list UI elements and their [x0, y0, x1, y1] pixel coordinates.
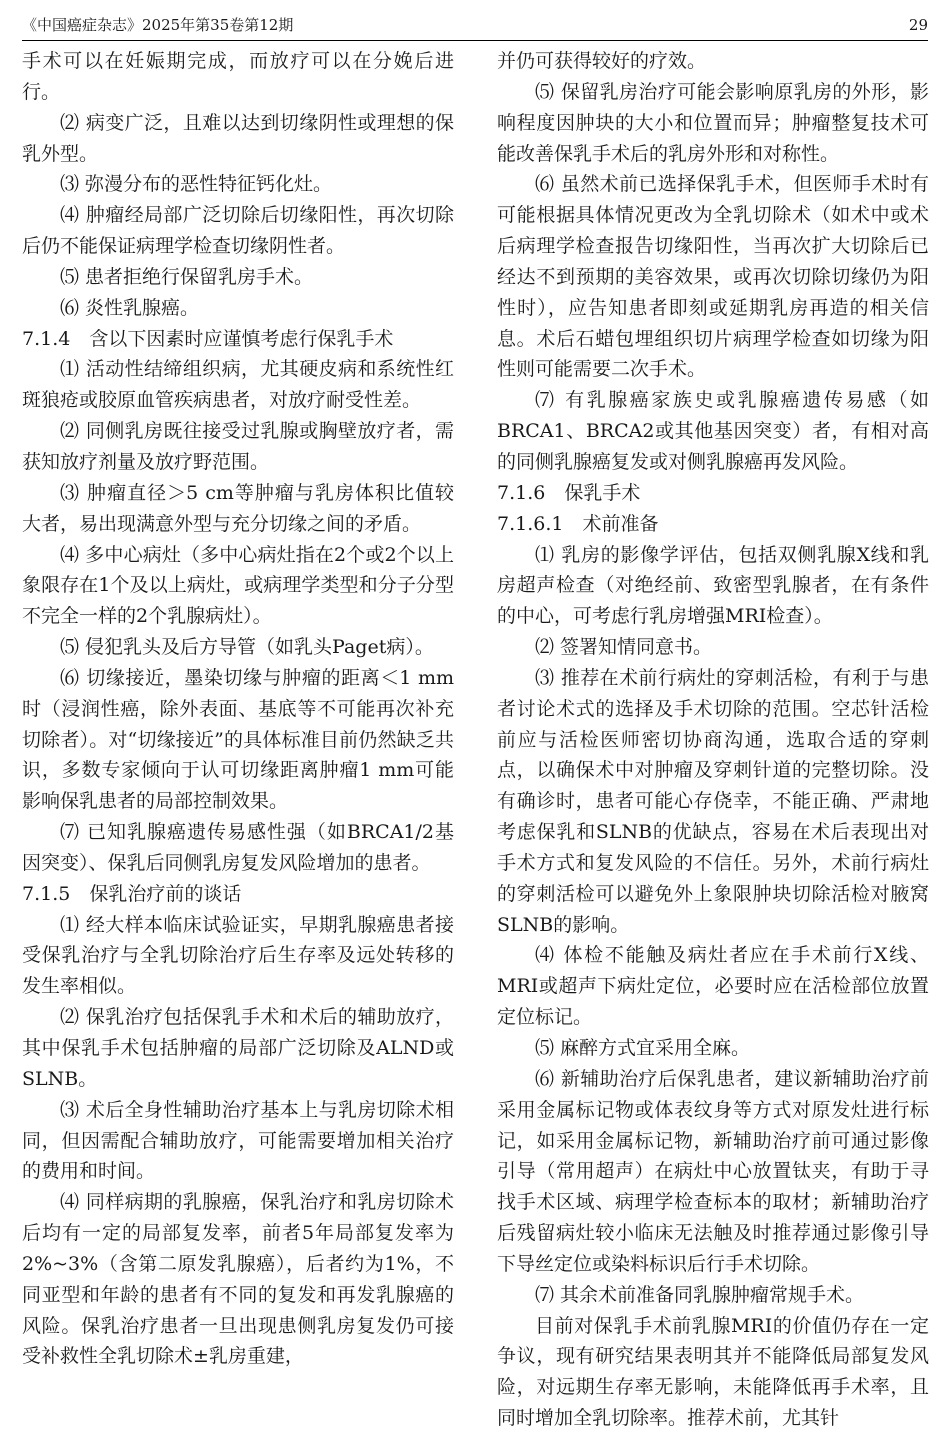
- page-number: 29: [908, 16, 928, 34]
- paragraph: 并仍可获得较好的疗效。: [497, 50, 707, 72]
- paragraph: ⑸ 患者拒绝行保留乳房手术。: [60, 265, 314, 288]
- section-heading: 7.1.6.1 术前准备: [497, 512, 659, 535]
- left-column: [22, 46, 454, 1372]
- paragraph: ⑵ 同侧乳房既往接受过乳腺或胸壁放疗者，需获知放疗剂量及放疗野范围。: [22, 420, 454, 473]
- paragraph: ⑶ 肿瘤直径＞5 cm等肿瘤与乳房体积比值较大者，易出现满意外型与充分切缘之间的矛盾。: [22, 481, 454, 535]
- paragraph: ⑵ 保乳治疗包括保乳手术和术后的辅助放疗，其中保乳手术包括肿瘤的局部广泛切除及ALND或SLNB。: [22, 1006, 454, 1090]
- paragraph: ⑵ 病变广泛，且难以达到切缘阴性或理想的保乳外型。: [22, 111, 454, 165]
- paragraph: ⑹ 切缘接近，墨染切缘与肿瘤的距离＜1 mm时（浸润性癌，除外表面、基底等不可能再次补充切除者）。对“切缘接近”的具体标准目前仍然缺乏共识，多数专家倾向于认可切缘距离肿瘤1 mm可能影响保乳患者的局部控制效果。: [22, 666, 454, 813]
- paragraph: ⑺ 有乳腺癌家族史或乳腺癌遗传易感（如BRCA1、BRCA2或其他基因突变）者，有相对高的同侧乳腺癌复发或对侧乳腺癌再发风险。: [497, 389, 929, 473]
- right-column: [497, 46, 929, 1434]
- paragraph: ⑷ 肿瘤经局部广泛切除后切缘阳性，再次切除后仍不能保证病理学检查切缘阴性者。: [22, 204, 454, 258]
- paragraph: ⑹ 新辅助治疗后保乳患者，建议新辅助治疗前采用金属标记物或体表纹身等方式对原发灶进行标记，如采用金属标记物，新辅助治疗前可通过影像引导（常用超声）在病灶中心放置钛夹，有助于寻找手术区域、病理学检查标本的取材；新辅助治疗后残留病灶较小临床无法触及时推荐通过影像引导下导丝定位或染料标识后行手术切除。: [497, 1067, 929, 1275]
- paragraph: ⑸ 保留乳房治疗可能会影响原乳房的外形，影响程度因肿块的大小和位置而异；肿瘤整复技术可能改善保乳手术后的乳房外形和对称性。: [497, 80, 929, 165]
- page-header: [22, 10, 928, 41]
- paragraph: ⑹ 虽然术前已选择保乳手术，但医师手术时有可能根据具体情况更改为全乳切除术（如术中或术后病理学检查报告切缘阳性，当再次扩大切除后已经达不到预期的美容效果，或再次切除切缘仍为阳性时），应告知患者即刻或延期乳房再造的相关信息。术后石蜡包埋组织切片病理学检查如切缘为阳性则可能需要二次手术。: [497, 173, 929, 381]
- paragraph: ⑹ 炎性乳腺癌。: [60, 296, 200, 319]
- paragraph: ⑴ 乳房的影像学评估，包括双侧乳腺X线和乳房超声检查（对绝经前、致密型乳腺者，在有条件的中心，可考虑行乳房增强MRI检查）。: [497, 543, 929, 628]
- paragraph: ⑸ 麻醉方式宜采用全麻。: [535, 1037, 751, 1059]
- paragraph: ⑷ 体检不能触及病灶者应在手术前行X线、MRI或超声下病灶定位，必要时应在活检部位放置定位标记。: [497, 944, 929, 1029]
- journal-title: 《中国癌症杂志》2025年第35卷第12期: [22, 16, 294, 34]
- paragraph: ⑺ 已知乳腺癌遗传易感性强（如BRCA1/2基因突变）、保乳后同侧乳房复发风险增加的患者。: [22, 821, 454, 874]
- paragraph: ⑺ 其余术前准备同乳腺肿瘤常规手术。: [535, 1283, 865, 1306]
- paragraph: 手术可以在妊娠期完成，而放疗可以在分娩后进行。: [22, 50, 454, 103]
- paragraph: ⑴ 经大样本临床试验证实，早期乳腺癌患者接受保乳治疗与全乳切除治疗后生存率及远处转移的发生率相似。: [22, 913, 454, 998]
- paragraph: ⑴ 活动性结缔组织病，尤其硬皮病和系统性红斑狼疮或胶原血管疾病患者，对放疗耐受性差。: [22, 358, 454, 412]
- paragraph: ⑷ 同样病期的乳腺癌，保乳治疗和乳房切除术后均有一定的局部复发率，前者5年局部复发率为2%~3%（含第二原发乳腺癌），后者约为1%，不同亚型和年龄的患者有不同的复发和再发乳腺癌的风险。保乳治疗患者一旦出现患侧乳房复发仍可接受补救性全乳切除术±乳房重建，: [22, 1191, 454, 1368]
- section-heading: 7.1.4 含以下因素时应谨慎考虑行保乳手术: [22, 327, 394, 350]
- paragraph: ⑶ 术后全身性辅助治疗基本上与乳房切除术相同，但因需配合辅助放疗，可能需要增加相关治疗的费用和时间。: [22, 1098, 454, 1183]
- section-heading: 7.1.5 保乳治疗前的谈话: [22, 882, 242, 905]
- paragraph: ⑶ 弥漫分布的恶性特征钙化灶。: [60, 173, 333, 196]
- paragraph: ⑷ 多中心病灶（多中心病灶指在2个或2个以上象限存在1个及以上病灶，或病理学类型和分子分型不完全一样的2个乳腺病灶）。: [22, 543, 454, 628]
- paragraph: ⑵ 签署知情同意书。: [535, 636, 713, 659]
- paragraph: 目前对保乳手术前乳腺MRI的价值仍存在一定争议，现有研究结果表明其并不能降低局部复发风险，对远期生存率无影响，未能降低再手术率，且同时增加全乳切除率。推荐术前，尤其针: [497, 1314, 929, 1430]
- section-heading: 7.1.6 保乳手术: [497, 481, 641, 504]
- paragraph: ⑸ 侵犯乳头及后方导管（如乳头Paget病）。: [60, 636, 434, 659]
- paragraph: ⑶ 推荐在术前行病灶的穿刺活检，有利于与患者讨论术式的选择及手术切除的范围。空芯针活检前应与活检医师密切协商沟通，选取合适的穿刺点，以确保术中对肿瘤及穿刺针道的完整切除。没有确诊时，患者可能心存侥幸，不能正确、严肃地考虑保乳和SLNB的优缺点，容易在术后表现出对手术方式和复发风险的不信任。另外，术前行病灶的穿刺活检可以避免外上象限肿块切除活检对腋窝SLNB的影响。: [497, 666, 929, 936]
